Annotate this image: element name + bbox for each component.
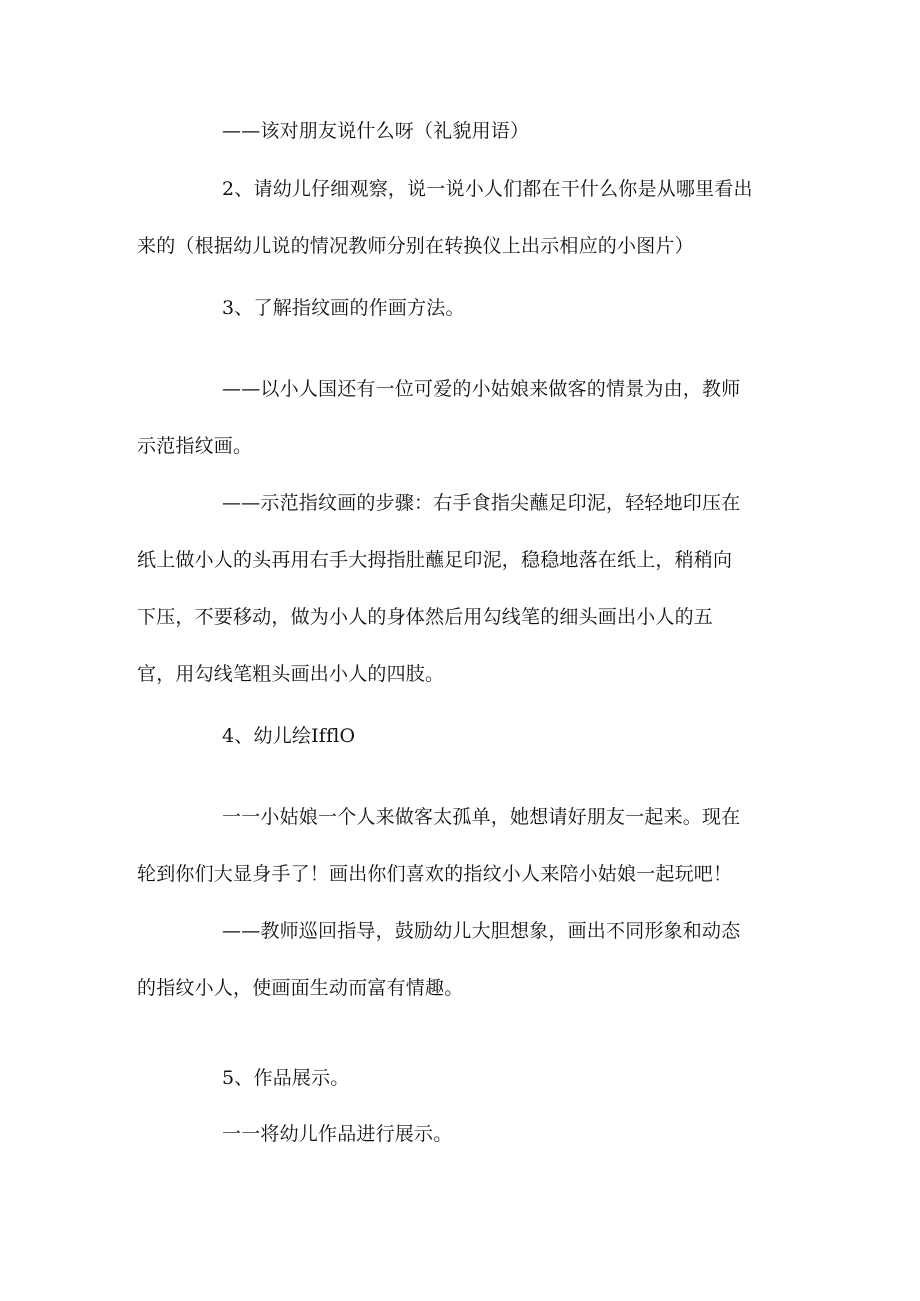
text-line: 示范指纹画。 (137, 435, 253, 457)
text-line: 一一小姑娘一个人来做客太孤单，她想请好朋友一起来。现在 (222, 806, 741, 828)
text-line: ——该对朋友说什么呀（礼貌用语） (222, 120, 530, 142)
text-line: ——以小人国还有一位可爱的小姑娘来做客的情景为由，教师 (222, 378, 741, 400)
text-line: ——示范指纹画的步骤：右手食指尖蘸足印泥，轻轻地印压在 (222, 492, 741, 514)
text-line: 轮到你们大显身手了！画出你们喜欢的指纹小人来陪小姑娘一起玩吧！ (137, 863, 733, 885)
text-line: 纸上做小人的头再用右手大拇指肚蘸足印泥，稳稳地落在纸上，稍稍向 (137, 549, 733, 571)
text-line: 的指纹小人，使画面生动而富有情趣。 (137, 977, 464, 999)
text-line: 下压，不要移动，做为小人的身体然后用勾线笔的细头画出小人的五 (137, 606, 714, 628)
text-line: 一一将幼儿作品进行展示。 (222, 1123, 453, 1145)
text-line: 3、了解指纹画的作画方法。 (222, 297, 465, 319)
text-line: 4、幼儿绘IfflO (222, 725, 356, 747)
text-line: 来的（根据幼儿说的情况教师分别在转换仪上出示相应的小图片） (137, 235, 694, 257)
text-line: 5、作品展示。 (222, 1067, 350, 1089)
text-line: 2、请幼儿仔细观察，说一说小人们都在干什么你是从哪里看出 (222, 178, 753, 200)
text-line: ——教师巡回指导，鼓励幼儿大胆想象，画出不同形象和动态 (222, 920, 741, 942)
text-line: 官，用勾线笔粗头画出小人的四肢。 (137, 663, 445, 685)
